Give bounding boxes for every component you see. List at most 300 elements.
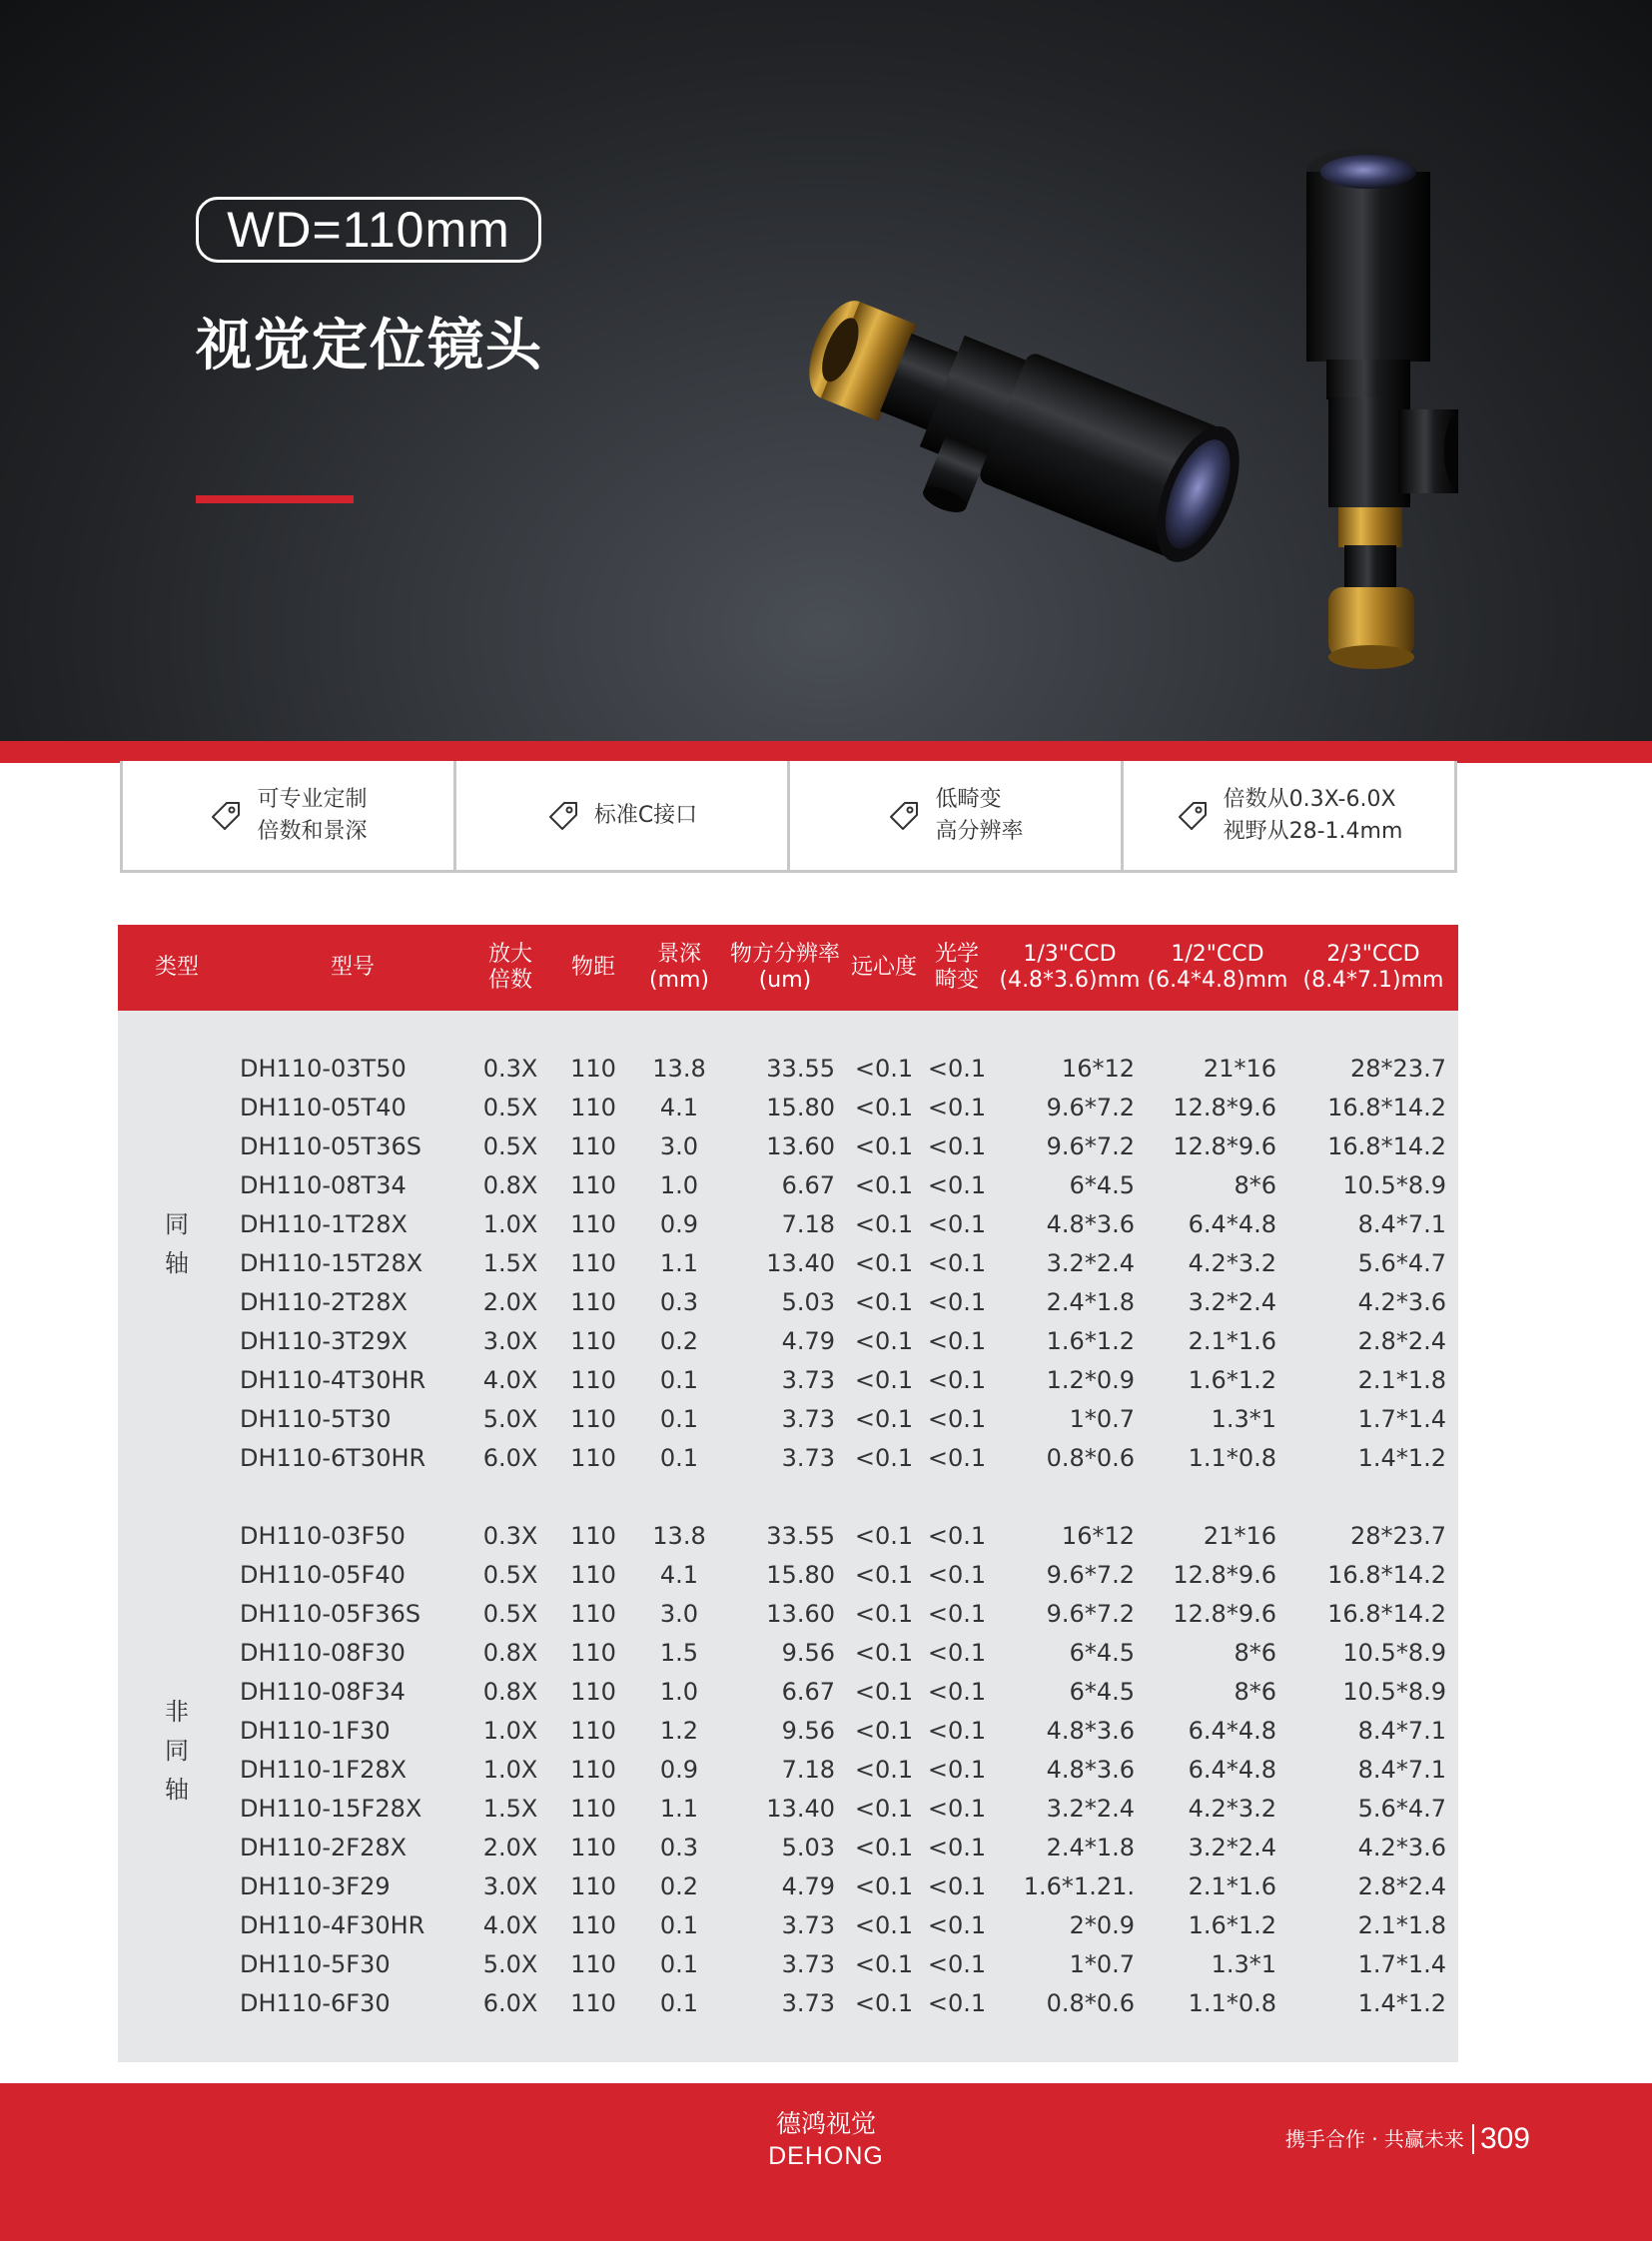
column-header-line: (4.8*3.6)mm bbox=[999, 968, 1141, 993]
table-cell: 12.8*9.6 bbox=[1147, 1127, 1288, 1166]
table-cell: 12.8*9.6 bbox=[1147, 1089, 1288, 1127]
table-cell: 0.2 bbox=[635, 1322, 723, 1361]
table-cell: 6.67 bbox=[723, 1673, 847, 1712]
table-cell: DH110-03T50 bbox=[236, 1050, 469, 1089]
table-cell: <0.1 bbox=[921, 1634, 993, 1673]
table-cell: 9.56 bbox=[723, 1634, 847, 1673]
table-cell: 0.5X bbox=[469, 1089, 551, 1127]
column-header-line: 1/3"CCD bbox=[1023, 942, 1117, 967]
table-cell: 6.0X bbox=[469, 1984, 551, 2023]
table-cell: 13.60 bbox=[723, 1127, 847, 1166]
table-cell: 6.4*4.8 bbox=[1147, 1712, 1288, 1751]
table-cell: 0.1 bbox=[635, 1906, 723, 1945]
table-row bbox=[118, 1790, 1458, 1829]
table-cell: DH110-08F30 bbox=[236, 1634, 469, 1673]
table-cell: 0.8*0.6 bbox=[993, 1984, 1147, 2023]
table-cell: <0.1 bbox=[921, 1595, 993, 1634]
table-cell: <0.1 bbox=[847, 1634, 921, 1673]
table-cell: <0.1 bbox=[921, 1829, 993, 1868]
table-cell: <0.1 bbox=[847, 1400, 921, 1439]
table-cell: <0.1 bbox=[921, 1673, 993, 1712]
table-cell: <0.1 bbox=[847, 1361, 921, 1400]
table-cell: 110 bbox=[551, 1945, 635, 1984]
brand-name-cn: 德鸿视觉 bbox=[775, 2109, 876, 2138]
table-cell: 110 bbox=[551, 1984, 635, 2023]
table-cell: 0.8X bbox=[469, 1634, 551, 1673]
table-cell: <0.1 bbox=[921, 1050, 993, 1089]
feature-row bbox=[120, 761, 1454, 873]
table-cell: 9.6*7.2 bbox=[993, 1556, 1147, 1595]
table-cell: 5.6*4.7 bbox=[1288, 1790, 1458, 1829]
table-cell: <0.1 bbox=[847, 1322, 921, 1361]
table-row bbox=[118, 1244, 1458, 1283]
feature-line: 倍数和景深 bbox=[257, 818, 368, 844]
table-cell: 1.5 bbox=[635, 1634, 723, 1673]
column-header bbox=[551, 925, 635, 1011]
table-cell: 1.6*1.21. bbox=[993, 1868, 1147, 1906]
table-cell: 1.2*0.9 bbox=[993, 1361, 1147, 1400]
table-cell: 16*12 bbox=[993, 1050, 1147, 1089]
table-cell: 13.8 bbox=[635, 1050, 723, 1089]
type-char: 轴 bbox=[165, 1775, 189, 1804]
feature-line: 可专业定制 bbox=[257, 786, 368, 812]
page-number: 309 bbox=[1479, 2122, 1530, 2155]
table-cell: 21*16 bbox=[1147, 1517, 1288, 1556]
table-cell: <0.1 bbox=[921, 1439, 993, 1478]
table-cell: 110 bbox=[551, 1595, 635, 1634]
table-cell: 8.4*7.1 bbox=[1288, 1205, 1458, 1244]
table-cell: 3.73 bbox=[723, 1439, 847, 1478]
table-cell: <0.1 bbox=[847, 1595, 921, 1634]
table-row bbox=[118, 1517, 1458, 1556]
table-cell: 12.8*9.6 bbox=[1147, 1556, 1288, 1595]
table-cell: 8*6 bbox=[1147, 1634, 1288, 1673]
table-cell: 1.7*1.4 bbox=[1288, 1945, 1458, 1984]
table-cell: 1.2 bbox=[635, 1712, 723, 1751]
table-cell: 28*23.7 bbox=[1288, 1517, 1458, 1556]
column-header-line: (um) bbox=[758, 968, 812, 993]
slogan: 携手合作 · 共赢未来 bbox=[1284, 2127, 1464, 2151]
table-cell: 3.73 bbox=[723, 1361, 847, 1400]
column-header-line: 远心度 bbox=[850, 955, 917, 980]
table-cell: 110 bbox=[551, 1361, 635, 1400]
table-cell: <0.1 bbox=[847, 1089, 921, 1127]
table-cell: 5.03 bbox=[723, 1283, 847, 1322]
table-cell: <0.1 bbox=[921, 1906, 993, 1945]
column-header bbox=[993, 925, 1147, 1011]
table-cell: <0.1 bbox=[847, 1829, 921, 1868]
table-cell: DH110-1F28X bbox=[236, 1751, 469, 1790]
feature-line: 视野从28-1.4mm bbox=[1223, 818, 1403, 844]
table-cell: 33.55 bbox=[723, 1517, 847, 1556]
table-cell: <0.1 bbox=[921, 1556, 993, 1595]
table-cell: 110 bbox=[551, 1517, 635, 1556]
table-row bbox=[118, 1322, 1458, 1361]
table-cell: 0.3X bbox=[469, 1517, 551, 1556]
table-cell: <0.1 bbox=[847, 1712, 921, 1751]
table-cell: 4.0X bbox=[469, 1906, 551, 1945]
table-cell: 4.79 bbox=[723, 1322, 847, 1361]
table-cell: 6.67 bbox=[723, 1166, 847, 1205]
table-cell: DH110-15T28X bbox=[236, 1244, 469, 1283]
table-cell: DH110-03F50 bbox=[236, 1517, 469, 1556]
table-cell: 110 bbox=[551, 1244, 635, 1283]
column-header-line: 物距 bbox=[570, 955, 615, 980]
table-cell: DH110-3F29 bbox=[236, 1868, 469, 1906]
table-cell: 110 bbox=[551, 1283, 635, 1322]
table-cell: 1.0 bbox=[635, 1673, 723, 1712]
table-cell: 3.0 bbox=[635, 1595, 723, 1634]
table-cell: DH110-4T30HR bbox=[236, 1361, 469, 1400]
table-cell: DH110-2F28X bbox=[236, 1829, 469, 1868]
table-row bbox=[118, 1283, 1458, 1322]
table-cell: DH110-4F30HR bbox=[236, 1906, 469, 1945]
table-cell: <0.1 bbox=[921, 1400, 993, 1439]
table-row bbox=[118, 1751, 1458, 1790]
feature-item bbox=[120, 761, 456, 873]
hero-banner bbox=[0, 0, 1652, 741]
column-header bbox=[847, 925, 921, 1011]
table-cell: 110 bbox=[551, 1089, 635, 1127]
table-row bbox=[118, 1945, 1458, 1984]
table-cell: 0.2 bbox=[635, 1868, 723, 1906]
table-cell: 0.9 bbox=[635, 1205, 723, 1244]
column-header bbox=[1147, 925, 1288, 1011]
footer-slogan-block bbox=[1285, 2121, 1530, 2157]
table-cell: 0.1 bbox=[635, 1439, 723, 1478]
table-cell: 10.5*8.9 bbox=[1288, 1634, 1458, 1673]
working-distance-badge: WD=110mm bbox=[196, 197, 541, 263]
table-row bbox=[118, 1050, 1458, 1089]
table-cell: <0.1 bbox=[847, 1205, 921, 1244]
table-cell: DH110-1T28X bbox=[236, 1205, 469, 1244]
table-cell: 3.2*2.4 bbox=[1147, 1283, 1288, 1322]
table-cell: 4.2*3.6 bbox=[1288, 1829, 1458, 1868]
table-cell: DH110-5F30 bbox=[236, 1945, 469, 1984]
table-cell: DH110-15F28X bbox=[236, 1790, 469, 1829]
table-cell: 5.0X bbox=[469, 1945, 551, 1984]
table-cell: 3.73 bbox=[723, 1945, 847, 1984]
table-cell: DH110-05F40 bbox=[236, 1556, 469, 1595]
table-cell: <0.1 bbox=[921, 1361, 993, 1400]
table-cell: 110 bbox=[551, 1712, 635, 1751]
table-cell: <0.1 bbox=[847, 1244, 921, 1283]
type-cell bbox=[118, 1478, 236, 2023]
table-cell: 13.40 bbox=[723, 1244, 847, 1283]
table-cell: 5.6*4.7 bbox=[1288, 1244, 1458, 1283]
table-cell: 110 bbox=[551, 1205, 635, 1244]
table-cell: 0.5X bbox=[469, 1595, 551, 1634]
table-cell: 2.1*1.6 bbox=[1147, 1322, 1288, 1361]
table-cell: 8*6 bbox=[1147, 1673, 1288, 1712]
table-cell: 10.5*8.9 bbox=[1288, 1673, 1458, 1712]
table-cell: DH110-1F30 bbox=[236, 1712, 469, 1751]
table-cell: 16*12 bbox=[993, 1517, 1147, 1556]
table-cell: 8*6 bbox=[1147, 1166, 1288, 1205]
table-cell: <0.1 bbox=[847, 1984, 921, 2023]
table-cell: DH110-6F30 bbox=[236, 1984, 469, 2023]
column-header bbox=[236, 925, 469, 1011]
table-cell: 9.6*7.2 bbox=[993, 1595, 1147, 1634]
table-cell: 7.18 bbox=[723, 1205, 847, 1244]
table-cell: 16.8*14.2 bbox=[1288, 1556, 1458, 1595]
table-cell: 2.0X bbox=[469, 1283, 551, 1322]
table-cell: 13.60 bbox=[723, 1595, 847, 1634]
table-cell: 1.1 bbox=[635, 1244, 723, 1283]
table-cell: 1.4*1.2 bbox=[1288, 1439, 1458, 1478]
table-row bbox=[118, 1868, 1458, 1906]
spacer-row bbox=[118, 1011, 1458, 1050]
table-cell: 3.73 bbox=[723, 1906, 847, 1945]
table-row bbox=[118, 1400, 1458, 1439]
table-cell: 0.3X bbox=[469, 1050, 551, 1089]
table-cell: 6.4*4.8 bbox=[1147, 1205, 1288, 1244]
column-header-line: 2/3"CCD bbox=[1326, 942, 1420, 967]
table-cell: <0.1 bbox=[921, 1945, 993, 1984]
table-cell: 4.2*3.6 bbox=[1288, 1283, 1458, 1322]
divider bbox=[1472, 2124, 1474, 2154]
table-cell: 2.4*1.8 bbox=[993, 1283, 1147, 1322]
column-header-line: 光学 bbox=[934, 942, 979, 967]
table-cell: DH110-5T30 bbox=[236, 1400, 469, 1439]
table-cell: <0.1 bbox=[921, 1089, 993, 1127]
table-row bbox=[118, 1205, 1458, 1244]
table-cell: 0.3 bbox=[635, 1829, 723, 1868]
table-cell: 1.0X bbox=[469, 1751, 551, 1790]
table-cell: DH110-2T28X bbox=[236, 1283, 469, 1322]
hero-bottom-strip bbox=[0, 741, 1652, 763]
table-cell: 16.8*14.2 bbox=[1288, 1595, 1458, 1634]
table-cell: 0.5X bbox=[469, 1556, 551, 1595]
table-cell: <0.1 bbox=[921, 1244, 993, 1283]
table-cell: 1.6*1.2 bbox=[1147, 1361, 1288, 1400]
table-cell: 1.4*1.2 bbox=[1288, 1984, 1458, 2023]
table-cell: DH110-05T36S bbox=[236, 1127, 469, 1166]
table-cell: 16.8*14.2 bbox=[1288, 1127, 1458, 1166]
table-cell: DH110-08F34 bbox=[236, 1673, 469, 1712]
column-header bbox=[723, 925, 847, 1011]
type-char: 同 bbox=[165, 1736, 189, 1765]
table-cell: 5.0X bbox=[469, 1400, 551, 1439]
table-cell: 1.7*1.4 bbox=[1288, 1400, 1458, 1439]
table-cell: DH110-05F36S bbox=[236, 1595, 469, 1634]
type-char: 轴 bbox=[165, 1249, 189, 1277]
table-cell: 6*4.5 bbox=[993, 1166, 1147, 1205]
table-cell: 3.2*2.4 bbox=[993, 1790, 1147, 1829]
table-cell: <0.1 bbox=[921, 1868, 993, 1906]
table-cell: 10.5*8.9 bbox=[1288, 1166, 1458, 1205]
table-cell: <0.1 bbox=[847, 1945, 921, 1984]
column-header-line: 1/2"CCD bbox=[1171, 942, 1264, 967]
column-header-line: 类型 bbox=[154, 955, 199, 980]
table-cell: 2.1*1.8 bbox=[1288, 1906, 1458, 1945]
table-cell: 2.1*1.8 bbox=[1288, 1361, 1458, 1400]
table-cell: DH110-3T29X bbox=[236, 1322, 469, 1361]
table-cell: 2*0.9 bbox=[993, 1906, 1147, 1945]
column-header-line: (mm) bbox=[648, 968, 710, 993]
table-cell: 6*4.5 bbox=[993, 1634, 1147, 1673]
table-cell: <0.1 bbox=[847, 1050, 921, 1089]
table-cell: 0.8X bbox=[469, 1673, 551, 1712]
table-cell: <0.1 bbox=[847, 1517, 921, 1556]
table-row bbox=[118, 1906, 1458, 1945]
table-cell: <0.1 bbox=[847, 1906, 921, 1945]
table-cell: 3.0X bbox=[469, 1322, 551, 1361]
table-row bbox=[118, 1127, 1458, 1166]
table-cell: 3.73 bbox=[723, 1400, 847, 1439]
table-cell: 0.1 bbox=[635, 1984, 723, 2023]
table-cell: 0.1 bbox=[635, 1945, 723, 1984]
table-cell: 9.56 bbox=[723, 1712, 847, 1751]
table-cell: 4.8*3.6 bbox=[993, 1205, 1147, 1244]
table-cell: DH110-6T30HR bbox=[236, 1439, 469, 1478]
table-cell: 110 bbox=[551, 1906, 635, 1945]
table-cell: 1.0X bbox=[469, 1712, 551, 1751]
title-accent-bar bbox=[196, 495, 354, 503]
table-cell: 1.0 bbox=[635, 1166, 723, 1205]
table-cell: 9.6*7.2 bbox=[993, 1127, 1147, 1166]
table-cell: 6.4*4.8 bbox=[1147, 1751, 1288, 1790]
column-header-line: 景深 bbox=[656, 942, 701, 967]
table-cell: 110 bbox=[551, 1050, 635, 1089]
spacer-row bbox=[118, 2023, 1458, 2062]
feature-item bbox=[453, 761, 790, 873]
table-cell: <0.1 bbox=[847, 1439, 921, 1478]
table-cell: <0.1 bbox=[847, 1127, 921, 1166]
table-body bbox=[118, 1011, 1458, 2062]
type-cell bbox=[118, 1011, 236, 1478]
column-header-line: 放大 bbox=[487, 942, 532, 967]
table-row bbox=[118, 1089, 1458, 1127]
table-cell: 110 bbox=[551, 1751, 635, 1790]
table-cell: 0.8*0.6 bbox=[993, 1439, 1147, 1478]
table-cell: <0.1 bbox=[921, 1790, 993, 1829]
page-title: 视觉定位镜头 bbox=[196, 314, 543, 378]
footer bbox=[0, 2083, 1652, 2241]
table-cell: 1.1*0.8 bbox=[1147, 1439, 1288, 1478]
table-cell: 1.3*1 bbox=[1147, 1400, 1288, 1439]
table-cell: 1.6*1.2 bbox=[993, 1322, 1147, 1361]
table-cell: 4.2*3.2 bbox=[1147, 1244, 1288, 1283]
column-header-line: 物方分辨率 bbox=[729, 942, 840, 967]
table-cell: 2.0X bbox=[469, 1829, 551, 1868]
tag-icon bbox=[209, 799, 243, 833]
table-cell: <0.1 bbox=[847, 1673, 921, 1712]
table-cell: 4.2*3.2 bbox=[1147, 1790, 1288, 1829]
table-cell: 9.6*7.2 bbox=[993, 1089, 1147, 1127]
table-cell: 0.8X bbox=[469, 1166, 551, 1205]
table-cell: 3.73 bbox=[723, 1984, 847, 2023]
table-cell: 4.8*3.6 bbox=[993, 1751, 1147, 1790]
table-cell: 21*16 bbox=[1147, 1050, 1288, 1089]
table-cell: 110 bbox=[551, 1556, 635, 1595]
table-cell: 1.6*1.2 bbox=[1147, 1906, 1288, 1945]
table-cell: 7.18 bbox=[723, 1751, 847, 1790]
table-cell: 110 bbox=[551, 1127, 635, 1166]
table-cell: <0.1 bbox=[921, 1283, 993, 1322]
feature-line: 倍数从0.3X-6.0X bbox=[1223, 786, 1396, 812]
table-cell: 0.1 bbox=[635, 1400, 723, 1439]
table-row bbox=[118, 1361, 1458, 1400]
table-cell: 110 bbox=[551, 1322, 635, 1361]
table-cell: <0.1 bbox=[847, 1790, 921, 1829]
table-cell: 4.8*3.6 bbox=[993, 1712, 1147, 1751]
column-header bbox=[635, 925, 723, 1011]
table-cell: 3.0 bbox=[635, 1127, 723, 1166]
table-cell: DH110-08T34 bbox=[236, 1166, 469, 1205]
table-cell: 28*23.7 bbox=[1288, 1050, 1458, 1089]
table-cell: 3.0X bbox=[469, 1868, 551, 1906]
lens-product-image bbox=[759, 110, 1458, 669]
table-cell: 1*0.7 bbox=[993, 1400, 1147, 1439]
feature-line: 低畸变 bbox=[935, 786, 1002, 812]
tag-icon bbox=[1176, 799, 1210, 833]
table-cell: 2.1*1.6 bbox=[1147, 1868, 1288, 1906]
table-cell: 1.3*1 bbox=[1147, 1945, 1288, 1984]
table-cell: 33.55 bbox=[723, 1050, 847, 1089]
table-cell: 110 bbox=[551, 1400, 635, 1439]
table-row bbox=[118, 1595, 1458, 1634]
table-cell: 110 bbox=[551, 1166, 635, 1205]
table-row bbox=[118, 1634, 1458, 1673]
table-cell: 1.1 bbox=[635, 1790, 723, 1829]
feature-item bbox=[787, 761, 1124, 873]
table-row bbox=[118, 1829, 1458, 1868]
table-cell: 1.1*0.8 bbox=[1147, 1984, 1288, 2023]
table-cell: 2.4*1.8 bbox=[993, 1829, 1147, 1868]
column-header-line: 型号 bbox=[330, 955, 375, 980]
table-cell: 8.4*7.1 bbox=[1288, 1751, 1458, 1790]
table-cell: 4.79 bbox=[723, 1868, 847, 1906]
table-cell: 3.2*2.4 bbox=[993, 1244, 1147, 1283]
column-header-line: (6.4*4.8)mm bbox=[1147, 968, 1288, 993]
table-cell: DH110-05T40 bbox=[236, 1089, 469, 1127]
table-cell: <0.1 bbox=[847, 1556, 921, 1595]
table-cell: <0.1 bbox=[847, 1283, 921, 1322]
tag-icon bbox=[546, 799, 580, 833]
table-cell: 6.0X bbox=[469, 1439, 551, 1478]
table-cell: 110 bbox=[551, 1790, 635, 1829]
table-row bbox=[118, 1712, 1458, 1751]
spec-table bbox=[118, 925, 1458, 2062]
table-cell: 16.8*14.2 bbox=[1288, 1089, 1458, 1127]
table-cell: 12.8*9.6 bbox=[1147, 1595, 1288, 1634]
type-char: 同 bbox=[165, 1210, 189, 1238]
feature-line: 高分辨率 bbox=[935, 818, 1024, 844]
table-cell: <0.1 bbox=[921, 1751, 993, 1790]
table-cell: 2.8*2.4 bbox=[1288, 1868, 1458, 1906]
table-row bbox=[118, 1166, 1458, 1205]
table-cell: 4.0X bbox=[469, 1361, 551, 1400]
table-header-row bbox=[118, 925, 1458, 1011]
table-cell: 110 bbox=[551, 1829, 635, 1868]
tag-icon bbox=[887, 799, 921, 833]
spacer-row bbox=[118, 1478, 1458, 1517]
table-cell: 1.0X bbox=[469, 1205, 551, 1244]
table-cell: 3.2*2.4 bbox=[1147, 1829, 1288, 1868]
table-row bbox=[118, 1556, 1458, 1595]
table-cell: <0.1 bbox=[921, 1712, 993, 1751]
table-cell: <0.1 bbox=[921, 1322, 993, 1361]
column-header-line: 倍数 bbox=[487, 968, 532, 993]
table-cell: 110 bbox=[551, 1673, 635, 1712]
table-cell: 13.8 bbox=[635, 1517, 723, 1556]
type-char: 非 bbox=[165, 1697, 189, 1726]
table-cell: 110 bbox=[551, 1439, 635, 1478]
table-cell: 0.5X bbox=[469, 1127, 551, 1166]
table-cell: 1*0.7 bbox=[993, 1945, 1147, 1984]
table-cell: 110 bbox=[551, 1868, 635, 1906]
